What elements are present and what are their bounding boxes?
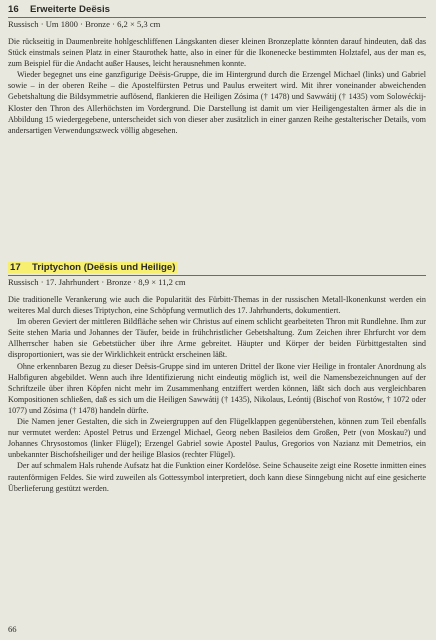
paragraph: Die traditionelle Verankerung wie auch die Popularität des Fürbitt-Themas in der russischen Metall-Ikonenkunst werden ein weiteres Mal durch dieses Triptychon, eine Schöpfung vermutlich des 17. Jahrhunderts, dokumentiert. [8, 295, 426, 316]
paragraph: Wieder begegnet uns eine ganzfigurige Deësis-Gruppe, die im Hintergrund durch die Erzengel Michael (links) und Gabriel sowie – in der oberen Reihe – die Apostelfürsten Petrus und Paulus erweitert wird. Mit ihrer voneinander abweichenden Gebetshaltung die Bildsymmetrie auflösend, flankieren die Heiligen Zósima († 1478) und Sawwátij († 1435) vom Solowéckij-Kloster den Thron des Allerhöchsten im Vordergrund. Die Darstellung ist damit um vier Heiligengestalten ärmer als die in Abbildung 15 wiedergegebene, unterscheidet sich von dieser aber zusätzlich in einer ganzen Reihe gestalterischer Details, vom andersartigen Verwendungszweck völlig abgesehen. [8, 70, 426, 135]
entry-heading [8, 262, 426, 276]
paragraph: Der auf schmalem Hals ruhende Aufsatz hat die Funktion einer Kordelöse. Seine Schauseite zeigt eine Rosette inmitten eines rautenförmigen Feldes. Sie wird zuweilen als Gottessymbol interpretiert, doch kann diese Sinngebung nicht auf eine gesicherte Überlieferung gestützt werden. [8, 461, 426, 493]
paragraph: Die Namen jener Gestalten, die sich in Zweiergruppen auf den Flügelklappen gegenüberstehen, können zum Teil ebenfalls nur vermutet werden: Apostel Petrus und Erzengel Michael, Georg neben Basileios dem Großen, Petr (von Moskau?) und Johannes Chrysostomos (linker Flügel); Erzengel Gabriel sowie Apostel Paulus, Gregorios von Nazianz mit Demetrios, ein unbekannter Bischofsheiliger und der heilige Blasios (rechter Flügel). [8, 417, 426, 460]
entry-meta: Russisch · 17. Jahrhundert · Bronze · 8,9 × 11,2 cm [8, 277, 186, 287]
highlight-marker [8, 262, 177, 273]
entry-number: 16 [8, 4, 19, 15]
entry-meta: Russisch · Um 1800 · Bronze · 6,2 × 5,3 cm [8, 19, 161, 29]
catalog-entry-17 [8, 262, 426, 494]
paragraph: Im oberen Geviert der mittleren Bildfläche sehen wir Christus auf einem schlicht gearbeiteten Thron mit Rundlehne. Ihm zur Seite stehen Maria und Johannes der Täufer, beide in frühchristlicher Gebetshaltung. Zum Zeichen ihrer Ehrfurcht vor dem Allherrscher haben sie Gebetstücher über ihre Arme gebreitet. Häupter und Körper der beiden Fürbittgestalten sind disproportioniert, was sie der Wirklichkeit entrückt erscheinen läßt. [8, 317, 426, 360]
catalog-entry-16 [8, 4, 426, 136]
paragraph: Ohne erkennbaren Bezug zu dieser Deësis-Gruppe sind im unteren Drittel der Ikone vier Heilige in frontaler Anordnung als Halbfiguren abgebildet. Wenn auch ihre Identifizierung nicht eindeutig möglich ist, weil die Namensbezeichnungen auf der Schriftzeile über ihren Köpfen nicht mehr im Zusammenhang entziffert werden können, läßt sich doch aus vergleichbaren Kompositionen schließen, daß es sich um die Heiligen Sawwátij († 1435), Nikolaus, Leóntij (Bischof von Rostów, † 1072 oder 1077) und Zósima († 1478) handeln dürfte. [8, 361, 426, 415]
entry-body [8, 36, 426, 136]
page-number: 66 [8, 624, 17, 634]
entry-heading [8, 4, 426, 18]
paragraph: Die rückseitig in Daumenbreite hohlgeschliffenen Längskanten dieser kleinen Bronzeplatte könnten darauf hindeuten, daß das Stück einstmals seinen Platz in einer Staurothek hatte, also in einer für die Ikonenecke bestimmten Holztafel, aus der man es, zum Beispiel für die Andacht außer Hauses, leicht herausnehmen konnte. [8, 37, 426, 69]
entry-body [8, 294, 426, 494]
entry-number: 17 [10, 262, 21, 273]
entry-title: Triptychon (Deësis und Heilige) [32, 262, 176, 273]
entry-title: Erweiterte Deësis [30, 4, 110, 15]
